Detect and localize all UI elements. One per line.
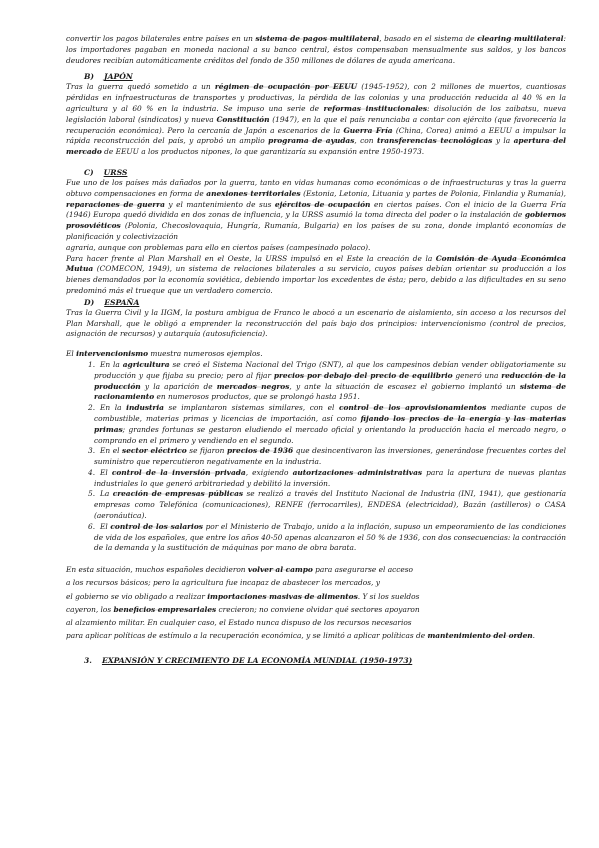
bold-term: ejércitos de ocupación	[274, 199, 371, 209]
text-run: para asegurarse el acceso	[312, 565, 414, 575]
list-item-number: 1.	[88, 359, 96, 369]
text-run: se fijaron	[186, 446, 227, 456]
text-run: En esta situación, muchos españoles decidieron	[66, 565, 248, 575]
text-run: mediante cupos de combustible, materias primas y licencias de importación, así como	[94, 403, 567, 423]
bold-term: anexiones territoriales	[206, 188, 301, 198]
text-run: se realizó a través del Instituto Nacional de Industria (INI, 1941), que gestionaría empresas como Telefónica (comunicaciones), RENFE (ferrocarriles), ENDESA (electricidad), Bazán (astilleros) o CASA (aeronáutica).	[94, 489, 566, 521]
bold-term: autorizaciones administrativas	[292, 467, 423, 477]
document-page	[66, 34, 566, 667]
heading-urss-number: C)	[84, 167, 94, 177]
text-run: , basado en el sistema de	[379, 34, 478, 43]
heading-section-3-title: EXPANSIÓN Y CRECIMIENTO DE LA ECONOMÍA MUNDIAL (1950-1973)	[101, 656, 413, 666]
text-run: Tras la guerra quedó sometido a un	[66, 82, 215, 92]
bold-term: Comisión de Ayuda Económica Mutua	[66, 253, 567, 274]
text-run: se creó el Sistema Nacional del Trigo (SNT), al que los campesinos debían vender obligatoriamente su producción y que fijaba su precio; pero al fijar	[94, 359, 567, 380]
text-run: .	[532, 631, 536, 641]
list-item	[66, 446, 566, 468]
text-run: por el Ministerio de Trabajo, unido a la inflación, supuso un empeoramiento de las condiciones de vida de los españoles, que entre los años 40-50 apenas alcanzaron el 50 % de 1936, con dos consecuencias: la contracción de la demanda y la sustitución de máquinas por mano de obra barata.	[94, 521, 566, 553]
heading-urss	[66, 167, 566, 178]
bold-term: fijando los precios de la energía y las materias primas	[94, 413, 567, 434]
bold-term: intervencionismo	[76, 349, 148, 359]
closing-line	[66, 576, 566, 589]
bold-term: importaciones masivas de alimentos	[207, 591, 358, 601]
paragraph-urss-1	[66, 178, 566, 243]
text-run: En la	[100, 359, 123, 369]
bold-term: reformas institucionales	[323, 103, 428, 113]
closing-line	[66, 629, 566, 642]
bold-term: precios de 1936	[226, 446, 294, 456]
heading-espana	[66, 297, 566, 308]
heading-japon-number: B)	[84, 72, 95, 82]
closing-line	[66, 603, 566, 616]
text-run: en ciertos países. Con el inicio de la Guerra Fría (1946) Europa quedó dividida en dos zonas de influencia, y la URSS asumió la toma directa del poder o la instalación de	[66, 199, 567, 220]
list-item	[66, 489, 566, 521]
heading-urss-title: URSS	[103, 167, 128, 177]
text-run: a los recursos básicos; pero la agricultura fue incapaz de abastecer los mercados, y	[66, 578, 380, 588]
paragraph-japon	[66, 82, 566, 158]
bold-term: volver al campo	[247, 565, 313, 575]
heading-espana-number: D)	[84, 297, 95, 307]
text-run: y la aparición de	[140, 381, 217, 391]
text-run: para aplicar políticas de estímulo a la recuperación económica, y se limitó a aplicar políticas de	[66, 631, 428, 641]
text-run: (1945-1952), con 2 millones de muertos, cuantiosas pérdidas en infraestructuras de transportes y productivas, la pérdida de las colonias y una producción reducida al 40 % en la agricultura y al 60 % en la industria. Se impuso una serie de	[66, 82, 567, 113]
text-run: y la	[492, 136, 514, 146]
heading-japon	[66, 71, 566, 82]
bold-term: clearing multilateral	[477, 34, 564, 43]
bold-term: creación de empresas públicas	[112, 489, 244, 499]
heading-japon-title: JAPÓN	[104, 72, 133, 82]
list-item	[66, 360, 566, 403]
text-run: : los importadores pagaban en moneda nacional a su banco central, éstos compensaban mensualmente sus saldos, y los bancos deudores recibían automáticamente créditos del fondo de 350 millones de dólares de ayuda americana.	[66, 34, 566, 65]
list-item-number: 4.	[88, 467, 96, 477]
text-run: : disolución de los zaibatsu, nueva legislación laboral (sindicatos) y nueva	[66, 103, 566, 124]
bold-term: control de los aprovisionamientos	[339, 403, 487, 413]
text-run: , con	[354, 136, 377, 146]
text-run: convertir los pagos bilaterales entre países en un	[66, 34, 256, 43]
text-run: El	[66, 349, 77, 359]
paragraph-urss-3	[66, 254, 566, 297]
bold-term: gobiernos prosoviéticos	[66, 210, 566, 231]
text-run: , exigiendo	[245, 467, 293, 477]
bold-term: Constitución	[216, 114, 270, 124]
text-run: El	[100, 521, 111, 531]
paragraph-clearing	[66, 34, 566, 66]
bold-term: sector eléctrico	[122, 446, 187, 456]
text-run: (China, Corea) animó a EEUU a impulsar la rápida reconstrucción del país, y aprobó un amplio	[66, 125, 566, 146]
bold-term: sistema de pagos multilateral	[255, 34, 380, 43]
text-run: La	[100, 489, 113, 499]
text-run: crecieron; no conviene olvidar qué sectores apoyaron	[216, 604, 420, 614]
text-run: (Estonia, Letonia, Lituania y partes de Polonia, Finlandia y Rumanía),	[300, 188, 566, 198]
bold-term: precios por debajo del precio de equilibrio	[273, 370, 453, 380]
heading-section-3	[66, 656, 566, 667]
heading-espana-title: ESPAÑA	[104, 297, 140, 307]
closing-line	[66, 590, 566, 603]
text-run: y el mantenimiento de sus	[164, 199, 275, 209]
text-run: (1947), en la que el país renunciaba a contar con ejército (que favorecería la recuperación económica). Pero la cercanía de Japón a escenarios de la	[66, 114, 566, 135]
list-item-number: 3.	[88, 446, 96, 456]
text-run: (COMECON, 1949), un sistema de relaciones bilaterales a su servicio, cuyos países debían orientar su producción a los bienes demandados por la economía soviética, debiendo importar los excedentes de ésta; pero, debido a las dificultades en su seno predominó más el trueque que un verdadero comercio.	[66, 264, 566, 295]
bold-term: reparaciones de guerra	[66, 199, 165, 209]
list-item	[66, 522, 566, 554]
text-run: generó una	[452, 370, 502, 380]
bold-term: sistema de racionamiento	[94, 381, 566, 402]
closing-line	[66, 616, 566, 629]
text-run: En el	[100, 446, 123, 456]
list-item-number: 5.	[88, 489, 96, 499]
list-item	[66, 468, 566, 490]
text-run: de EEUU a los productos nipones, lo que garantizaría su expansión entre 1950-1973.	[101, 147, 425, 157]
paragraph-urss-2: agraria, aunque con problemas para ello en ciertos países (campesinado polaco).	[66, 242, 371, 252]
bold-term: reducción de la producción	[94, 370, 566, 391]
text-run: muestra numerosos ejemplos.	[148, 349, 263, 359]
bold-term: mantenimiento del orden	[427, 631, 533, 641]
text-run: El	[100, 467, 112, 477]
paragraph-espana: Tras la Guerra Civil y la IIGM, la postura ambigua de Franco le abocó a un escenario de aislamiento, sin acceso a los recursos del Plan Marshall, que le obligó a emprender la reconstrucción del país bajo dos principios: intervencionismo (control de precios, asignación de recursos) y autarquía (autosuficiencia).	[66, 307, 566, 339]
bold-term: beneficios empresariales	[113, 604, 217, 614]
text-run: Para hacer frente al Plan Marshall en el Oeste, la URSS impulsó en el Este la creación de la	[66, 253, 436, 263]
bold-term: control de la inversión privada	[111, 467, 246, 477]
text-run: para la apertura de nuevas plantas industriales lo que generó arbitrariedad y debilitó la inversión.	[94, 467, 566, 488]
text-run: Fue uno de los países más dañados por la guerra, tanto en vidas humanas como económicas o de infraestructuras y tras la guerra obtuvo compensaciones en forma de	[66, 177, 566, 198]
bold-term: industria	[126, 403, 164, 413]
list-item	[66, 403, 566, 446]
text-run: (Polonia, Checoslovaquia, Hungría, Rumanía, Bulgaria) en los países de su zona, donde implantó economías de planificación y colectivización	[66, 221, 566, 241]
bold-term: agricultura	[122, 359, 170, 369]
text-run: se implantaron sistemas similares, con el	[163, 403, 339, 413]
list-item-number: 2.	[88, 403, 96, 413]
text-run: cayeron, los	[66, 604, 114, 614]
bold-term: Guerra Fría	[343, 125, 393, 135]
closing-paragraph	[66, 563, 566, 642]
text-run: , y ante la situación de escasez el gobierno implantó un	[289, 381, 520, 391]
list-item-number: 6.	[88, 521, 96, 531]
closing-line	[66, 563, 566, 576]
bold-term: transferencias tecnológicas	[376, 136, 493, 146]
bold-term: control de los salarios	[110, 521, 203, 531]
paragraph-intervencionismo	[66, 349, 566, 360]
text-run: en numerosos productos, que se prolongó hasta 1951.	[154, 392, 360, 402]
text-run: . Y si los sueldos	[357, 591, 420, 601]
heading-section-3-number: 3.	[84, 656, 92, 666]
text-run: que desincentivaron las inversiones, generándose frecuentes cortes del suministro que repercutieron negativamente en la industria.	[94, 446, 567, 467]
bold-term: mercados negros	[216, 381, 290, 391]
bold-term: programa de ayudas	[268, 136, 355, 146]
intervention-list	[66, 360, 566, 554]
text-run: al alzamiento militar. En cualquier caso, el Estado nunca dispuso de los recursos necesarios	[66, 618, 412, 628]
bold-term: apertura del mercado	[66, 136, 566, 157]
bold-term: régimen de ocupación por EEUU	[214, 82, 358, 92]
text-run: el gobierno se vio obligado a realizar	[66, 591, 208, 601]
text-run: ; grandes fortunas se gestaron eludiendo el mercado oficial y orientando la producción hacia el mercado negro, o comprando en el primero y vendiendo en el segundo.	[94, 424, 566, 445]
text-run: En la	[100, 403, 127, 413]
